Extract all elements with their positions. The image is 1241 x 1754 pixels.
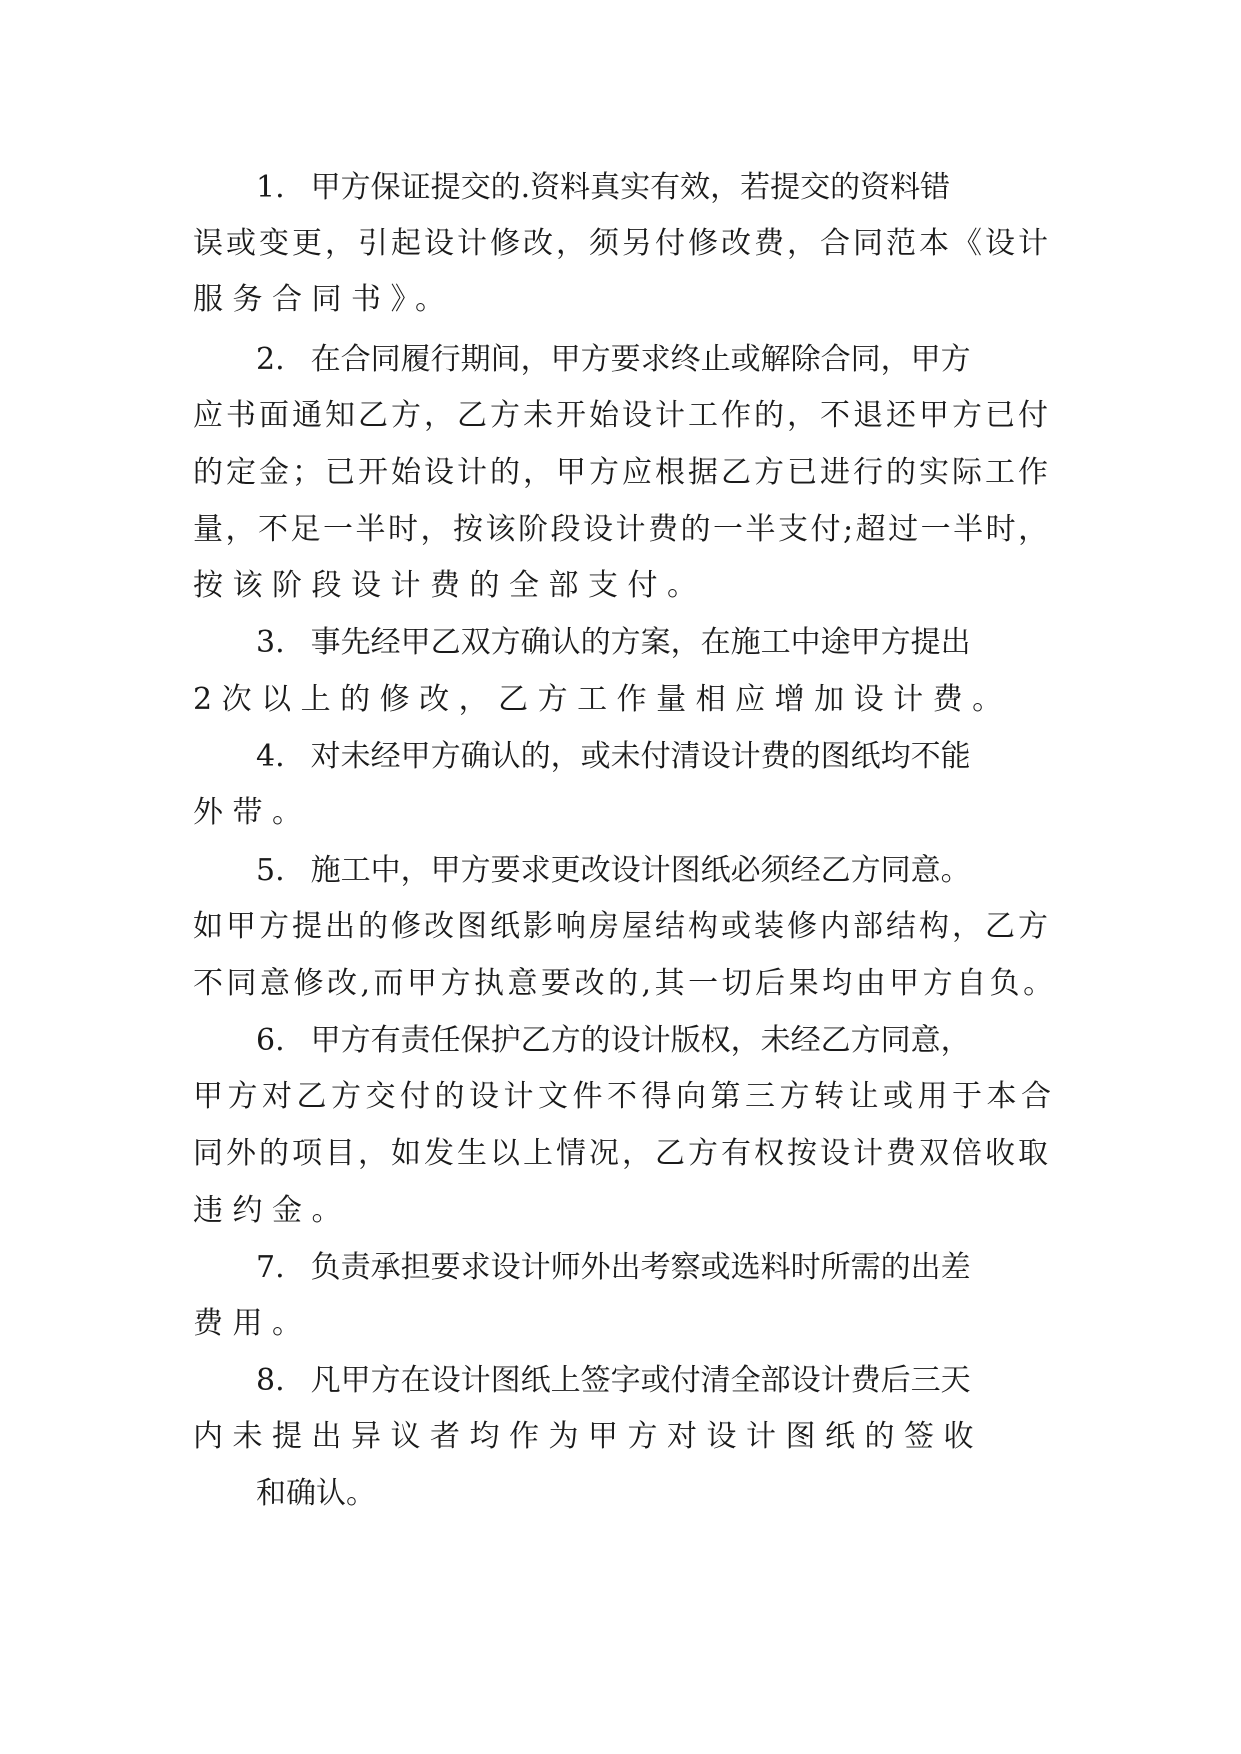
clause-3-line-1 [256,623,1116,663]
clause-2-line-3: 的定金；已开始设计的，甲方应根据乙方已进行的实际工作 [193,455,1051,490]
clause-2-line-4: 量，不足一半时，按该阶段设计费的一半支付;超过一半时， [193,512,1051,547]
clause-6-line-1 [256,1021,1116,1061]
clause-5-line-2: 如甲方提出的修改图纸影响房屋结构或装修内部结构，乙方 [193,909,1051,944]
clause-2-line-1 [256,340,1116,380]
clause-2-line-5: 按该阶段设计费的全部支付。 [193,568,707,603]
clause-5-line-3: 不同意修改,而甲方执意要改的,其一切后果均由甲方自负。 [193,966,1057,1001]
clause-5-line-1 [256,851,1116,891]
clause-1-text: 甲方保证提交的.资料真实有效，若提交的资料错 [310,170,951,205]
clause-6-number: 6. [256,1023,285,1058]
clause-3-number: 3. [256,625,285,660]
clause-2-line-2: 应书面通知乙方，乙方未开始设计工作的，不退还甲方已付 [193,398,1051,433]
clause-8-line-1 [256,1361,1116,1401]
clause-2-text: 在合同履行期间，甲方要求终止或解除合同，甲方 [310,342,971,377]
clause-7-line-1 [256,1248,1116,1288]
clause-7-number: 7. [256,1250,285,1285]
clause-1-line-1 [256,168,1116,208]
clause-8-text: 凡甲方在设计图纸上签字或付清全部设计费后三天 [310,1363,971,1398]
clause-4-line-1 [256,737,1116,777]
clause-8-line-3: 和确认。 [256,1476,376,1511]
clause-1-line-2: 误或变更，引起设计修改，须另付修改费，合同范本《设计 [193,226,1051,261]
clause-8-line-2: 内未提出异议者均作为甲方对设计图纸的签收 [193,1419,983,1454]
clause-6-text: 甲方有责任保护乙方的设计版权，未经乙方同意， [310,1023,971,1058]
clause-6-line-3: 同外的项目，如发生以上情况，乙方有权按设计费双倍收取 [193,1136,1051,1171]
clause-4-number: 4. [256,739,285,774]
clause-6-line-4: 违约金。 [193,1193,351,1228]
clause-4-text: 对未经甲方确认的，或未付清设计费的图纸均不能 [310,739,971,774]
clause-1-line-3: 服务合同书》。 [193,282,455,317]
clause-5-number: 5. [256,853,285,888]
clause-7-line-2: 费用。 [193,1306,312,1341]
clause-8-number: 8. [256,1363,285,1398]
clause-1-number: 1. [256,170,285,205]
clause-7-text: 负责承担要求设计师外出考察或选料时所需的出差 [310,1250,971,1285]
clause-2-number: 2. [256,342,285,377]
clause-6-line-2: 甲方对乙方交付的设计文件不得向第三方转让或用于本合 [193,1079,1056,1114]
clause-3-line-2: 2次以上的修改，乙方工作量相应增加设计费。 [193,682,1012,717]
clause-3-text: 事先经甲乙双方确认的方案，在施工中途甲方提出 [310,625,971,660]
clause-4-line-2: 外带。 [193,795,312,830]
clause-5-text: 施工中，甲方要求更改设计图纸必须经乙方同意。 [310,853,971,888]
